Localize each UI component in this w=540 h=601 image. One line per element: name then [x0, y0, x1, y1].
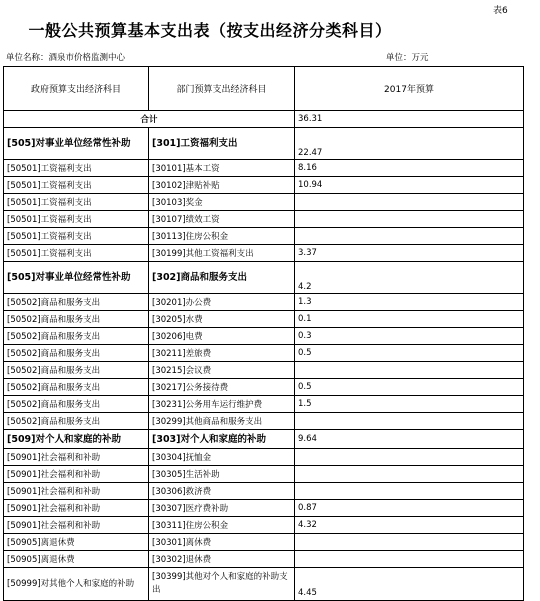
gov-subject-cell: [50502]商品和服务支出	[4, 345, 149, 362]
dept-subject-cell: [30107]绩效工资	[149, 211, 295, 228]
budget-value-cell: 8.16	[295, 160, 524, 177]
dept-subject-cell: [30305]生活补助	[149, 466, 295, 483]
gov-subject-cell: [50502]商品和服务支出	[4, 311, 149, 328]
table-row	[4, 194, 524, 211]
gov-subject-cell: [509]对个人和家庭的补助	[4, 430, 149, 449]
table-row	[4, 413, 524, 430]
gov-subject-cell: [50999]对其他个人和家庭的补助	[4, 568, 149, 601]
dept-subject-cell: [303]对个人和家庭的补助	[149, 430, 295, 449]
gov-subject-cell: [50905]离退休费	[4, 534, 149, 551]
gov-subject-cell: [50502]商品和服务支出	[4, 396, 149, 413]
gov-subject-cell: [50501]工资福利支出	[4, 194, 149, 211]
dept-subject-cell: [30103]奖金	[149, 194, 295, 211]
budget-value-cell: 10.94	[295, 177, 524, 194]
budget-value-cell: 1.3	[295, 294, 524, 311]
table-row	[4, 483, 524, 500]
budget-value-cell: 1.5	[295, 396, 524, 413]
dept-subject-cell: [30199]其他工资福利支出	[149, 245, 295, 262]
table-row	[4, 396, 524, 413]
table-row	[4, 211, 524, 228]
gov-subject-cell: [50901]社会福利和补助	[4, 449, 149, 466]
gov-subject-cell: [50502]商品和服务支出	[4, 379, 149, 396]
section-row	[4, 430, 524, 449]
budget-value-cell: 0.3	[295, 328, 524, 345]
gov-subject-cell: [505]对事业单位经常性补助	[4, 262, 149, 294]
budget-value-cell: 4.45	[295, 568, 524, 601]
dept-subject-cell: [30113]住房公积金	[149, 228, 295, 245]
table-row	[4, 177, 524, 194]
budget-value-cell	[295, 449, 524, 466]
budget-value-cell	[295, 362, 524, 379]
dept-subject-cell: [30302]退休费	[149, 551, 295, 568]
table-number-tag: 表6	[493, 6, 508, 16]
column-header-budget: 2017年预算	[295, 67, 524, 111]
dept-subject-cell: [30217]公务接待费	[149, 379, 295, 396]
dept-subject-cell: [30211]差旅费	[149, 345, 295, 362]
dept-subject-cell: [30301]离休费	[149, 534, 295, 551]
total-label: 合计	[4, 111, 295, 128]
budget-value-cell: 3.37	[295, 245, 524, 262]
dept-subject-cell: [30231]公务用车运行维护费	[149, 396, 295, 413]
table-row	[4, 345, 524, 362]
dept-subject-cell: [30306]救济费	[149, 483, 295, 500]
budget-value-cell	[295, 466, 524, 483]
column-header-dept: 部门预算支出经济科目	[149, 67, 295, 111]
dept-subject-cell: [30215]会议费	[149, 362, 295, 379]
table-row	[4, 517, 524, 534]
total-value: 36.31	[295, 111, 524, 128]
budget-value-cell	[295, 211, 524, 228]
budget-value-cell	[295, 228, 524, 245]
table-row	[4, 245, 524, 262]
budget-value-cell	[295, 194, 524, 211]
dept-subject-cell: [302]商品和服务支出	[149, 262, 295, 294]
gov-subject-cell: [50901]社会福利和补助	[4, 466, 149, 483]
dept-subject-cell: [301]工资福利支出	[149, 128, 295, 160]
table-row	[4, 362, 524, 379]
gov-subject-cell: [50901]社会福利和补助	[4, 517, 149, 534]
section-row	[4, 262, 524, 294]
dept-subject-cell: [30201]办公费	[149, 294, 295, 311]
budget-value-cell: 0.5	[295, 379, 524, 396]
gov-subject-cell: [50901]社会福利和补助	[4, 500, 149, 517]
budget-value-cell	[295, 534, 524, 551]
table-header-row	[4, 67, 524, 111]
budget-value-cell: 4.2	[295, 262, 524, 294]
gov-subject-cell: [50502]商品和服务支出	[4, 413, 149, 430]
unit-name-label: 单位名称：酒泉市价格监测中心	[6, 53, 126, 63]
dept-subject-cell: [30399]其他对个人和家庭的补助支出	[149, 568, 295, 601]
table-row	[4, 379, 524, 396]
dept-subject-cell: [30304]抚恤金	[149, 449, 295, 466]
gov-subject-cell: [50501]工资福利支出	[4, 228, 149, 245]
budget-value-cell: 22.47	[295, 128, 524, 160]
table-row	[4, 500, 524, 517]
table-row	[4, 568, 524, 601]
budget-value-cell	[295, 483, 524, 500]
page-title: 一般公共预算基本支出表（按支出经济分类科目）	[28, 21, 392, 40]
table-row	[4, 328, 524, 345]
budget-value-cell: 0.1	[295, 311, 524, 328]
budget-value-cell: 0.87	[295, 500, 524, 517]
table-row	[4, 228, 524, 245]
budget-value-cell: 0.5	[295, 345, 524, 362]
dept-subject-cell: [30102]津贴补贴	[149, 177, 295, 194]
gov-subject-cell: [50905]离退休费	[4, 551, 149, 568]
dept-subject-cell: [30307]医疗费补助	[149, 500, 295, 517]
gov-subject-cell: [50901]社会福利和补助	[4, 483, 149, 500]
dept-subject-cell: [30205]水费	[149, 311, 295, 328]
table-row	[4, 449, 524, 466]
dept-subject-cell: [30206]电费	[149, 328, 295, 345]
gov-subject-cell: [50501]工资福利支出	[4, 211, 149, 228]
budget-value-cell	[295, 413, 524, 430]
table-row	[4, 466, 524, 483]
gov-subject-cell: [50501]工资福利支出	[4, 177, 149, 194]
table-row	[4, 551, 524, 568]
unit-measure-label: 单位：万元	[386, 53, 429, 63]
section-row	[4, 128, 524, 160]
budget-value-cell	[295, 551, 524, 568]
gov-subject-cell: [50502]商品和服务支出	[4, 328, 149, 345]
budget-table	[3, 66, 524, 601]
gov-subject-cell: [50501]工资福利支出	[4, 160, 149, 177]
gov-subject-cell: [50501]工资福利支出	[4, 245, 149, 262]
total-row	[4, 111, 524, 128]
column-header-gov: 政府预算支出经济科目	[4, 67, 149, 111]
gov-subject-cell: [505]对事业单位经常性补助	[4, 128, 149, 160]
budget-value-cell: 9.64	[295, 430, 524, 449]
dept-subject-cell: [30101]基本工资	[149, 160, 295, 177]
dept-subject-cell: [30311]住房公积金	[149, 517, 295, 534]
dept-subject-cell: [30299]其他商品和服务支出	[149, 413, 295, 430]
gov-subject-cell: [50502]商品和服务支出	[4, 294, 149, 311]
table-row	[4, 311, 524, 328]
table-row	[4, 294, 524, 311]
gov-subject-cell: [50502]商品和服务支出	[4, 362, 149, 379]
budget-value-cell: 4.32	[295, 517, 524, 534]
table-row	[4, 160, 524, 177]
table-row	[4, 534, 524, 551]
